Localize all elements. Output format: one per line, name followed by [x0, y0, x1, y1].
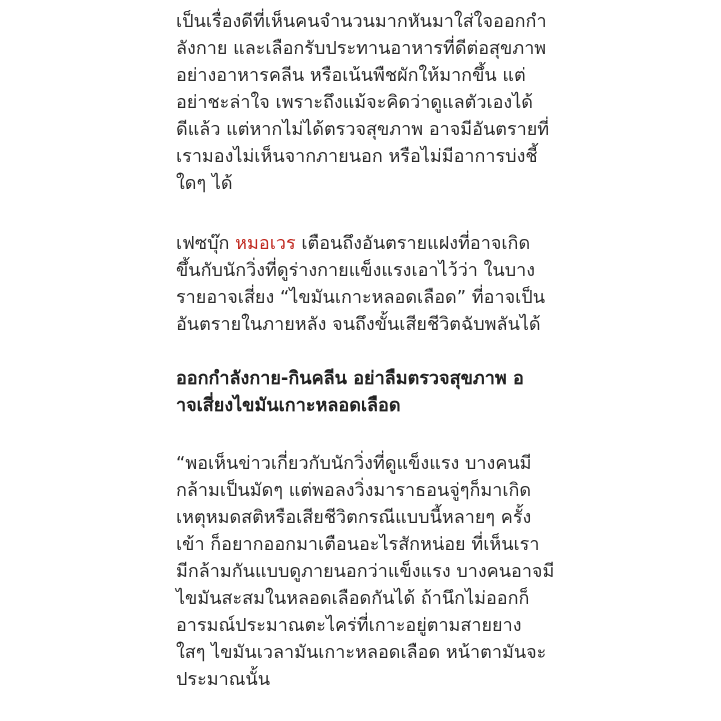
heading-line: ออกกำลังกาย-กินคลีน อย่าลืมตรวจสุขภาพ อ	[176, 368, 524, 389]
text-line: เข้า ก็อยากออกมาเตือนอะไรสักหน่อย ที่เห็นเรา	[176, 534, 540, 555]
text-line: เรามองไม่เห็นจากภายนอก หรือไม่มีอาการบ่งชี้	[176, 146, 538, 167]
text-line: ดีแล้ว แต่หากไม่ได้ตรวจสุขภาพ อาจมีอันตรายที่	[176, 119, 550, 140]
text-line	[176, 230, 556, 257]
text-line: “พอเห็นข่าวเกี่ยวกับนักวิ่งที่ดูแข็งแรง บางคนมี	[176, 453, 532, 474]
text-line: ประมาณนั้น	[176, 669, 271, 690]
text-line: อย่าชะล่าใจ เพราะถึงแม้จะคิดว่าดูแลตัวเองได้	[176, 92, 533, 113]
intro-paragraph	[176, 8, 556, 197]
text-line: ไขมันสะสมในหลอดเลือดกันได้ ถ้านึกไม่ออกก็	[176, 588, 530, 609]
text-line: ใดๆ ได้	[176, 173, 233, 194]
facebook-page-link[interactable]: หมอเวร	[235, 233, 296, 254]
text-line: อย่างอาหารคลีน หรือเน้นพืชผักให้มากขึ้น แต่	[176, 65, 526, 86]
source-paragraph	[176, 230, 556, 338]
text-line: ขึ้นกับนักวิ่งที่ดูร่างกายแข็งแรงเอาไว้ว่า ในบาง	[176, 260, 536, 281]
text-line: รายอาจเสี่ยง “ไขมันเกาะหลอดเลือด” ที่อาจเป็น	[176, 287, 545, 308]
text-line: ใสๆ ไขมันเวลามันเกาะหลอดเลือด หน้าตามันจะ	[176, 642, 547, 663]
text-line: อารมณ์ประมาณตะไคร่ที่เกาะอยู่ตามสายยาง	[176, 615, 522, 636]
text-line: อันตรายในภายหลัง จนถึงขั้นเสียชีวิตฉับพลันได้	[176, 314, 541, 335]
section-heading	[176, 365, 556, 419]
text-line: กล้ามเป็นมัดๆ แต่พอลงวิ่งมาราธอนจู่ๆก็มาเกิด	[176, 480, 532, 501]
text-line: มีกล้ามกันแบบดูภายนอกว่าแข็งแรง บางคนอาจมี	[176, 561, 555, 582]
heading-line: าจเสี่ยงไขมันเกาะหลอดเลือด	[176, 395, 401, 416]
quote-paragraph	[176, 450, 556, 693]
article-body	[176, 8, 556, 693]
text-fragment: เตือนถึงอันตรายแฝงที่อาจเกิด	[295, 233, 531, 254]
text-fragment: เฟซบุ๊ก	[176, 233, 236, 254]
text-line: ลังกาย และเลือกรับประทานอาหารที่ดีต่อสุขภาพ	[176, 38, 547, 59]
text-line: เหตุหมดสติหรือเสียชีวิตกรณีแบบนี้หลายๆ ครั้ง	[176, 507, 532, 528]
text-line: เป็นเรื่องดีที่เห็นคนจำนวนมากหันมาใส่ใจออกกำ	[176, 11, 547, 32]
